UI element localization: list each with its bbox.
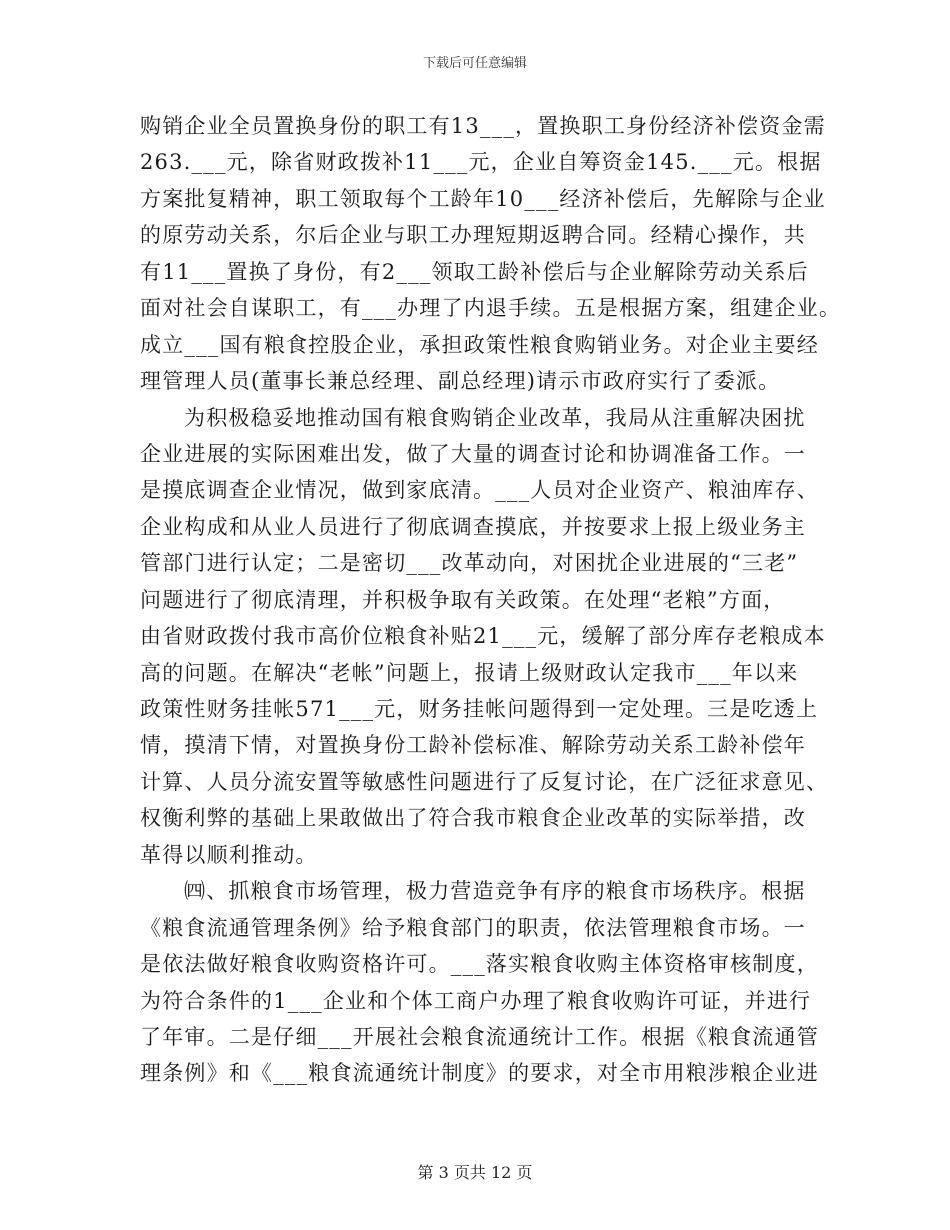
text-line: 面对社会自谋职工，有___办理了内退手续。五是根据方案，组建企业。 <box>140 296 842 321</box>
text-line: 企业进展的实际困难出发，做了大量的调查讨论和协调准备工作。一 <box>140 441 806 466</box>
text-line: 263.___元，除省财政拨补11___元，企业自筹资金145.___元。根据 <box>140 150 822 175</box>
text-line: 成立___国有粮食控股企业，承担政策性粮食购销业务。对企业主要经 <box>140 332 819 357</box>
text-line: 企业构成和从业人员进行了彻底调查摸底，并按要求上报上级业务主 <box>140 514 806 539</box>
paragraph-1 <box>140 108 842 400</box>
text-line: 有11___置换了身份，有2___领取工龄补偿后与企业解除劳动关系后 <box>140 259 809 284</box>
text-line: 革得以顺利推动。 <box>140 842 318 867</box>
text-line: ㈣、抓粮食市场管理，极力营造竞争有序的粮食市场秩序。根据 <box>184 879 806 904</box>
text-line: 为积极稳妥地推动国有粮食购销企业改革，我局从注重解决困扰 <box>184 405 806 430</box>
text-line: 是依法做好粮食收购资格许可。___落实粮食收购主体资格审核制度， <box>140 952 819 977</box>
text-line: 是摸底调查企业情况，做到家底清。___人员对企业资产、粮油库存、 <box>140 478 819 503</box>
text-line: 购销企业全员置换身份的职工有13___，置换职工身份经济补偿资金需 <box>140 114 826 138</box>
text-line: 情，摸清下情，对置换身份工龄补偿标准、解除劳动关系工龄补偿年 <box>140 733 806 758</box>
text-line: 《粮食流通管理条例》给予粮食部门的职责，依法管理粮食市场。一 <box>140 915 806 940</box>
text-line: 管部门进行认定；二是密切___改革动向，对困扰企业进展的“三老” <box>140 551 799 576</box>
text-line: 由省财政拨付我市高价位粮食补贴21___元，缓解了部分库存老粮成本 <box>140 624 826 649</box>
text-line: 计算、人员分流安置等敏感性问题进行了反复讨论，在广泛征求意见、 <box>140 769 829 794</box>
text-line: 的原劳动关系，尔后企业与职工办理短期返聘合同。经精心操作，共 <box>140 223 806 248</box>
text-line: 为符合条件的1___企业和个体工商户办理了粮食收购许可证，并进行 <box>140 988 812 1013</box>
document-body <box>140 108 842 1092</box>
text-line: 权衡利弊的基础上果敢做出了符合我市粮食企业改革的实际举措，改 <box>140 806 806 831</box>
text-line: 了年审。二是仔细___开展社会粮食流通统计工作。根据《粮食流通管 <box>140 1024 819 1049</box>
text-line: 理管理人员(董事长兼总经理、副总经理)请示市政府实行了委派。 <box>140 369 781 394</box>
text-line: 方案批复精神，职工领取每个工龄年10___经济补偿后，先解除与企业 <box>140 186 826 211</box>
text-line: 问题进行了彻底清理，并积极争取有关政策。在处理“老粮”方面， <box>140 587 786 612</box>
page-footer: 第 3 页共 12 页 <box>417 1163 533 1182</box>
text-line: 理条例》和《___粮食流通统计制度》的要求，对全市用粮涉粮企业进 <box>140 1061 819 1086</box>
text-line: 政策性财务挂帐571___元，财务挂帐问题得到一定处理。三是吃透上 <box>140 697 819 721</box>
paragraph-2 <box>140 400 829 874</box>
page-header: 下载后可任意编辑 <box>422 56 527 71</box>
text-line: 高的问题。在解决“老帐”问题上，报请上级财政认定我市___年以来 <box>140 660 799 685</box>
paragraph-3 <box>140 873 819 1092</box>
